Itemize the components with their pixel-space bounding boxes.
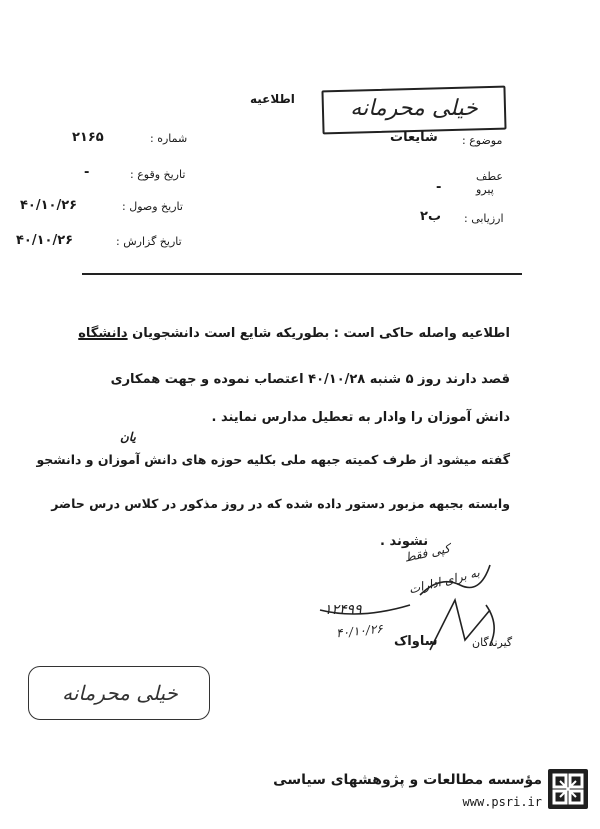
number-value: ۲۱۶۵ xyxy=(72,130,104,145)
body-line-3: دانش آموزان را وادار به تعطیل مدارس نمایند . xyxy=(211,410,510,425)
report-date-label: تاریخ گزارش : xyxy=(116,235,182,248)
body-line-6: نشوند . xyxy=(380,534,429,549)
number-label: شماره : xyxy=(150,132,188,145)
institute-name: مؤسسه مطالعات و پژوهشهای سیاسی xyxy=(273,772,542,788)
header-divider xyxy=(82,273,522,275)
body-line-4-insert: یان xyxy=(120,430,136,444)
evaluation-value: ب۲ xyxy=(420,209,442,224)
body-line-1-underlined: دانشگاه xyxy=(78,326,128,341)
body-line-5: وابسته بجبهه مزبور دستور داده شده که در روز مذکور در کلاس درس حاضر xyxy=(51,496,510,511)
occurrence-date-value: - xyxy=(84,165,90,180)
handwritten-date: ۴۰/۱۰/۲۶ xyxy=(335,621,384,641)
body-line-1 xyxy=(70,326,510,341)
handwritten-number: ۱۲۴۹۹ xyxy=(324,602,362,618)
subject-value: شایعات xyxy=(390,130,438,145)
handwritten-note-1: کپی فقط xyxy=(403,541,452,565)
receipt-date-label: تاریخ وصول : xyxy=(122,200,183,213)
institute-logo xyxy=(548,769,588,809)
follow-value: - xyxy=(436,180,442,195)
reference-label: عطف xyxy=(476,170,503,183)
follow-label: پیرو xyxy=(476,183,494,196)
evaluation-label: ارزیابی : xyxy=(464,212,504,225)
institute-url[interactable]: www.psri.ir xyxy=(462,795,542,809)
handwritten-note-2: به برای ادارات xyxy=(407,565,482,597)
report-date-value: ۴۰/۱۰/۲۶ xyxy=(16,233,74,248)
recipients-label: گیرندگان xyxy=(472,636,513,649)
occurrence-date-label: تاریخ وقوع : xyxy=(130,168,186,181)
classification-stamp-bottom: خیلی محرمانه xyxy=(62,681,178,705)
subject-label: موضوع : xyxy=(462,134,503,147)
announcement-label: اطلاعیه xyxy=(250,92,295,106)
receipt-date-value: ۴۰/۱۰/۲۶ xyxy=(20,198,78,213)
body-line-2: قصد دارند روز ۵ شنبه ۴۰/۱۰/۲۸ اعتصاب نموده و جهت همکاری xyxy=(110,372,510,387)
classification-stamp-top: خیلی محرمانه xyxy=(350,96,478,121)
signature-scribbles xyxy=(300,540,530,670)
body-line-4: گفته میشود از طرف کمیته جبهه ملی بکلیه حوزه های دانش آموزان و دانشجو xyxy=(36,452,510,467)
recipient-value: ساواک xyxy=(394,634,438,649)
body-line-1-text: اطلاعیه واصله حاکی است : بطوریکه شایع است دانشجویان xyxy=(132,326,510,341)
